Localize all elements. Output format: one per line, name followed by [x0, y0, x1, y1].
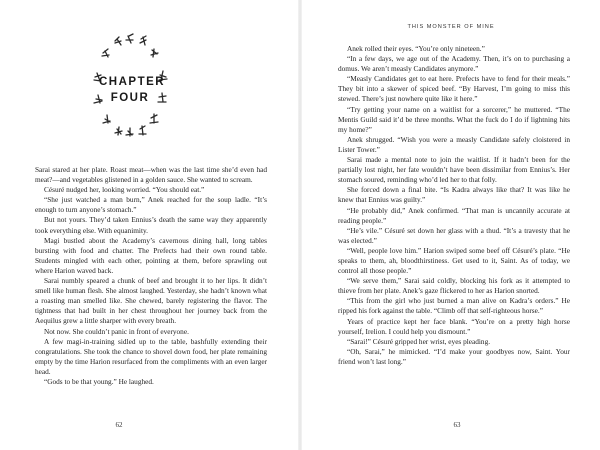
paragraph: A few magi-in-training sidled up to the table, bashfully extending their congratulations. She took the chance to shovel down food, her plate remaining empty by the time Harion resurfaced from the compliments with an even larger head.: [35, 336, 267, 376]
paragraph: “Sarai!” Césuré gripped her wrist, eyes pleading.: [347, 336, 491, 346]
paragraph: “Gods to be that young.” He laughed.: [44, 376, 154, 386]
right-page-body: [338, 44, 570, 367]
paragraph: “We serve them,” Sarai said coldly, blocking his fork as it attempted to thieve from her plate. Anek’s gaze flickered to her as Harion snorted.: [338, 276, 570, 296]
paragraph: “In a few days, we age out of the Academy. Then, it’s on to purchasing a domus. We aren’t measly Candidates anymore.”: [338, 54, 570, 74]
paragraph: Sarai stared at her plate. Roast meat—when was the last time she’d even had meat?—and vegetables glistened in a golden sauce. She wanted to scream.: [35, 165, 267, 185]
paragraph: Years of practice kept her face blank. “You’re on a pretty high horse yourself, Irelion. I could help you dismount.”: [338, 316, 570, 336]
paragraph: “He probably did,” Anek confirmed. “That man is uncannily accurate at reading people.”: [338, 205, 570, 225]
page-number: 62: [115, 421, 123, 429]
paragraph: Anek shrugged. “Wish you were a measly Candidate safely cloistered in Lister Tower.”: [338, 134, 570, 154]
chapter-label: CHAPTER: [99, 76, 166, 88]
left-page-body: [35, 165, 267, 387]
chapter-heading: [99, 74, 166, 106]
paragraph: Anek rolled their eyes. “You’re only nineteen.”: [347, 44, 485, 53]
paragraph: “Oh, Sarai,” he mimicked. “I’d make your goodbyes now, Saint. Your friend won’t last long.”: [338, 346, 570, 366]
paragraph: “Measly Candidates get to eat here. Prefects have to fend for their meals.” They bit into a skewer of spiced beef. “By Harvest, I’m going to miss this stewed. There’s just nowhere quite like it here.”: [338, 74, 570, 104]
left-page: [0, 0, 298, 450]
paragraph: Not now. She couldn’t panic in front of everyone.: [44, 326, 189, 336]
paragraph: “Try getting your name on a waitlist for a sorcerer,” he muttered. “The Mentis Guild said it’d be three months. What the fuck do I do if lightning hits my home?”: [338, 104, 570, 134]
paragraph: She forced down a final bite. “Is Kadra always like that? It was like he knew that Ennius was guilty.”: [338, 185, 570, 205]
paragraph: “He’s vile.” Césuré set down her glass with a thud. “It’s a travesty that he was elected.”: [338, 225, 570, 245]
running-head: THIS MONSTER OF MINE: [407, 24, 495, 30]
right-page: [302, 0, 600, 450]
paragraph: “Well, people love him.” Harion swiped some beef off Césuré’s plate. “He speaks to them, ah, bloodthirstiness. Get used to it, Saint. As of today, we control all those people.”: [338, 245, 570, 276]
paragraph: Sarai made a mental note to join the waitlist. If it hadn’t been for the partially lost night, her fate wouldn’t have been dissimilar from Ennius’s. Her stomach soured, reminding who’d led her to that folly.: [338, 155, 570, 185]
paragraph: Sarai numbly speared a chunk of beef and brought it to her lips. It didn’t smell like human flesh. She almost laughed. Yesterday, she hadn’t known what a roasting man smelled like. She chewed, barely registering the flavor. The tightness that had built in her chest throughout her journey back from the Aequilus grew a little sharper with every breath.: [35, 276, 267, 326]
chapter-number: FOUR: [110, 92, 150, 104]
paragraph: “This from the girl who just burned a man alive on Kadra’s orders.” He ripped his fork against the table. “Climb off that self-righteous horse.”: [338, 296, 570, 316]
paragraph: But not yours. They’d taken Ennius’s death the same way they apparently took everything else. With equanimity.: [35, 215, 267, 235]
page-number: 63: [453, 421, 461, 429]
paragraph: “She just watched a man burn,” Anek reached for the soup ladle. “It’s enough to turn anyone’s stomach.”: [35, 195, 267, 215]
paragraph: Magi bustled about the Academy’s cavernous dining hall, long tables bursting with food and chatter. The Prefects had their own round table. Students mingled with each other, pointing at them, before sprawling out where Harion waved back.: [35, 235, 267, 275]
paragraph: Césuré nudged her, looking worried. “You should eat.”: [44, 185, 205, 195]
